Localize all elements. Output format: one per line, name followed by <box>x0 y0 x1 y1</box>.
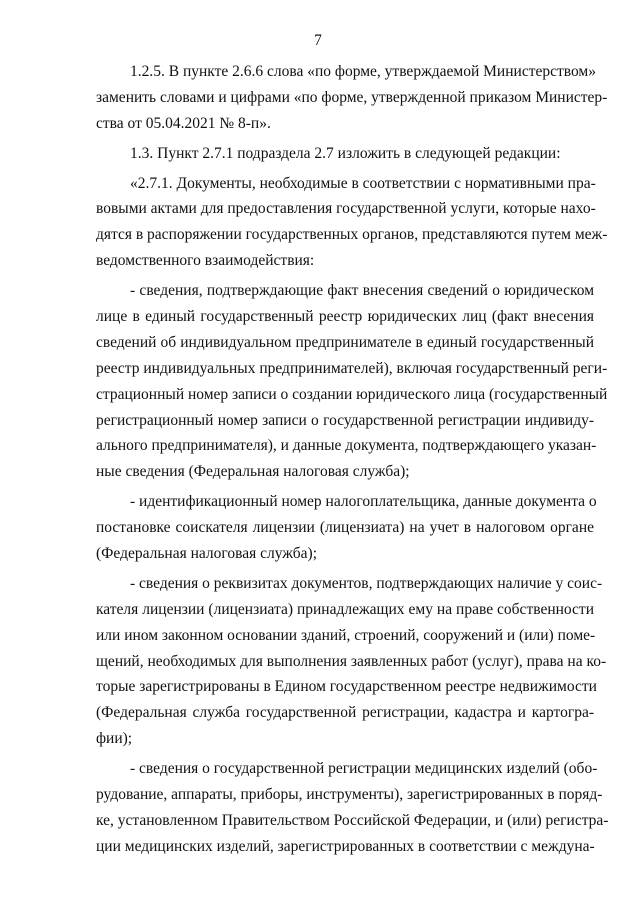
text-line: (Федеральная налоговая служба); <box>96 545 318 563</box>
text-line: лице в единый государственный реестр юридических лиц (факт внесения <box>96 308 594 326</box>
text-line: ведомственного взаимодействия: <box>96 252 315 270</box>
paragraph <box>96 756 609 860</box>
text-line: «2.7.1. Документы, необходимые в соответствии с нормативными пра- <box>130 174 596 192</box>
text-line: регистрационный номер записи о государственной регистрации индивиду- <box>96 411 594 429</box>
page-number: 7 <box>314 32 322 49</box>
paragraph <box>96 278 608 485</box>
text-line: кателя лицензии (лицензиата) принадлежащих ему на праве собственности <box>96 600 594 618</box>
text-line: - сведения о государственной регистрации медицинских изделий (обо- <box>130 760 598 778</box>
text-line: постановке соискателя лицензии (лицензиата) на учет в налоговом органе <box>96 519 594 537</box>
text-line: вовыми актами для предоставления государственной услуги, которые нахо- <box>96 200 596 218</box>
text-line: сведений об индивидуальном предпринимателе в единый государственный <box>96 333 594 351</box>
text-line: 1.2.5. В пункте 2.6.6 слова «по форме, утверждаемой Министерством» <box>130 63 596 80</box>
text-line: - сведения, подтверждающие факт внесения сведений о юридическом <box>130 282 594 300</box>
text-line: ные сведения (Федеральная налоговая служба); <box>96 463 410 481</box>
paragraph <box>96 171 608 275</box>
text-line: - сведения о реквизитах документов, подтверждающих наличие у соис- <box>130 574 603 592</box>
document-body <box>96 59 609 860</box>
text-line: ального предпринимателя), и данные документа, подтверждающего указан- <box>96 437 597 455</box>
text-line: торые зарегистрированы в Едином государственном реестре недвижимости <box>96 678 597 696</box>
text-line: реестр индивидуальных предпринимателей), включая государственный реги- <box>96 359 608 377</box>
text-line: (Федеральная служба государственной регистрации, кадастра и картогра- <box>96 704 594 722</box>
text-line: или ином законном основании зданий, строений, сооружений и (или) поме- <box>96 626 596 644</box>
text-line: 1.3. Пункт 2.7.1 подраздела 2.7 изложить в следующей редакции: <box>130 144 561 162</box>
text-line: страционный номер записи о создании юридического лица (государственный <box>96 385 608 403</box>
text-line: ства от 05.04.2021 № 8-п». <box>96 114 271 132</box>
paragraph <box>96 489 597 567</box>
text-line: заменить словами и цифрами «по форме, утвержденной приказом Министер- <box>96 88 608 106</box>
text-line: ке, установленном Правительством Российской Федерации, и (или) регистра- <box>96 811 609 829</box>
text-line: дятся в распоряжении государственных органов, представляются путем меж- <box>96 226 608 244</box>
text-line: фии); <box>96 730 133 748</box>
text-line: ции медицинских изделий, зарегистрированных в соответствии с междуна- <box>96 837 595 855</box>
text-line: щений, необходимых для выполнения заявленных работ (услуг), права на ко- <box>96 652 607 670</box>
text-line: - идентификационный номер налогоплательщика, данные документа о <box>130 493 597 511</box>
paragraph <box>96 141 594 167</box>
paragraph <box>96 59 608 137</box>
text-line: рудование, аппараты, приборы, инструменты), зарегистрированных в поряд- <box>96 786 603 804</box>
paragraph <box>96 571 607 752</box>
